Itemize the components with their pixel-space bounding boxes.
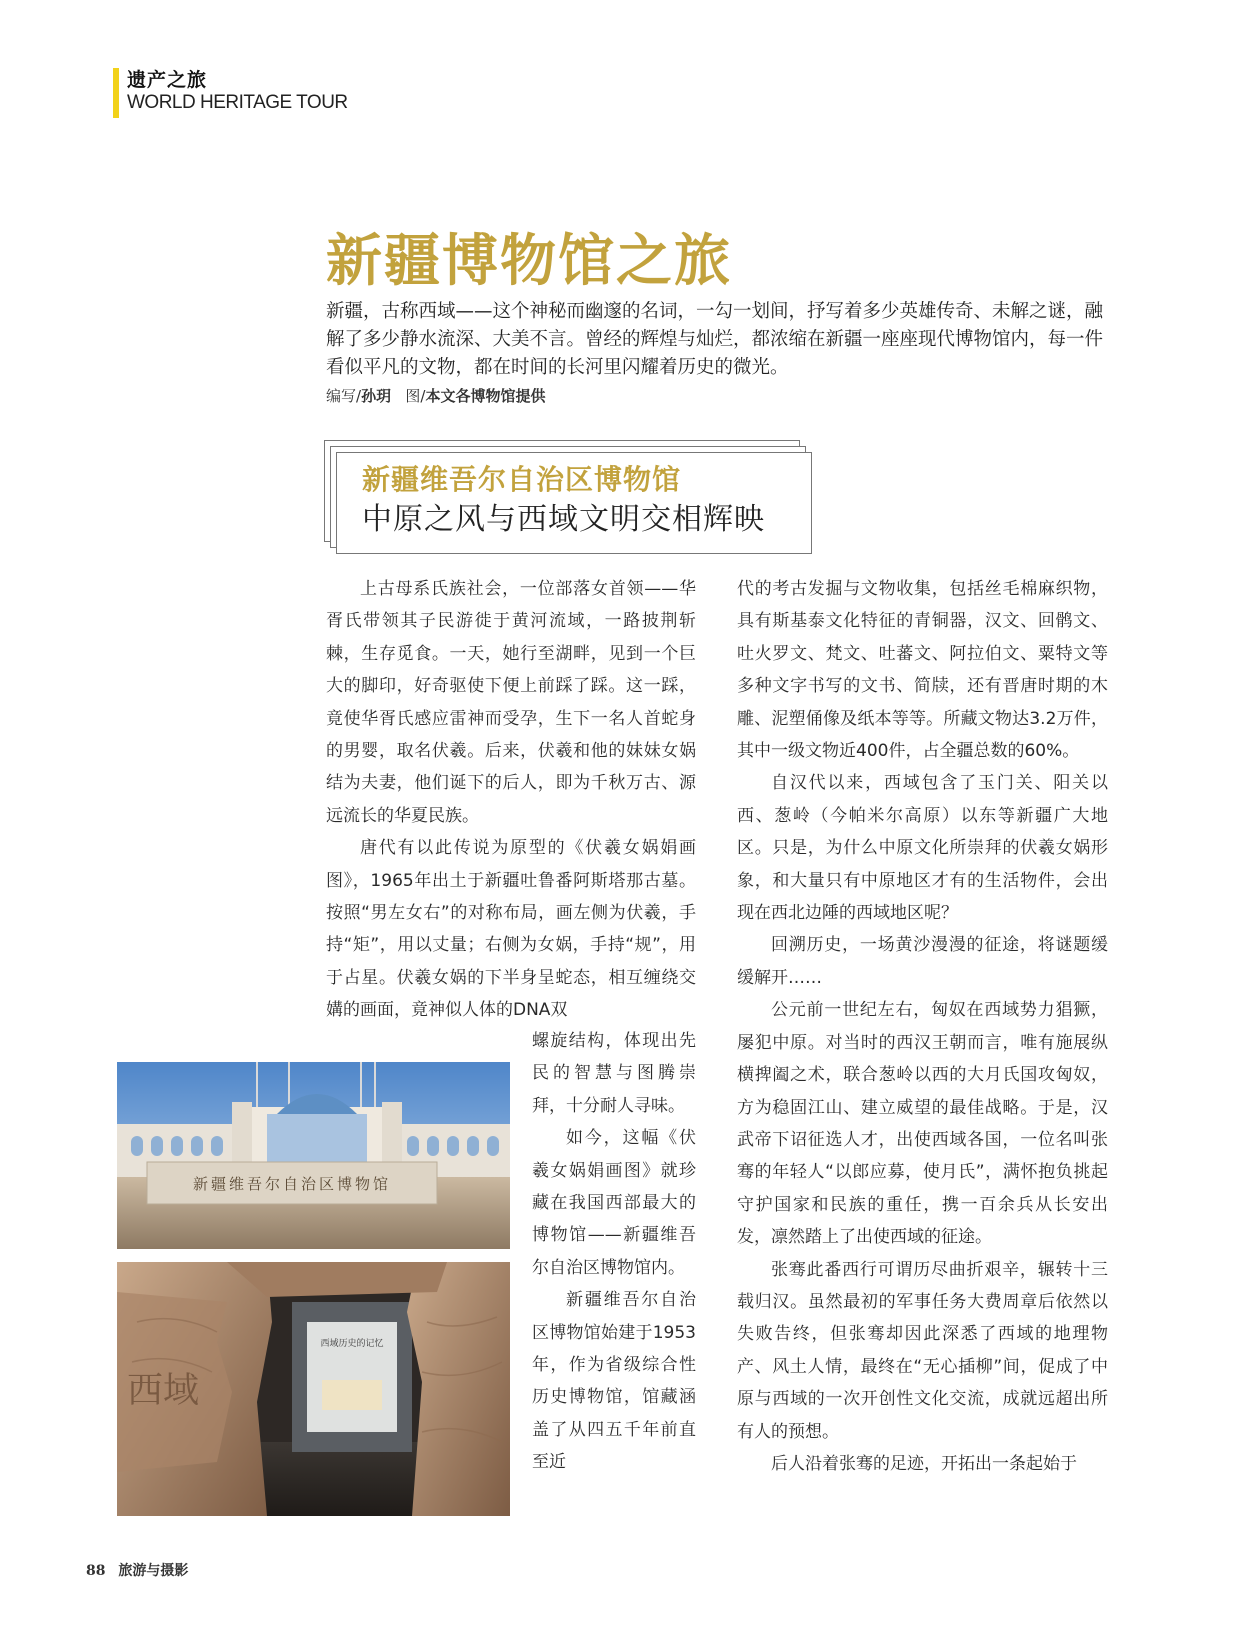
article-credit [326,385,545,407]
paragraph: 螺旋结构，体现出先民的智慧与图腾崇拜，十分耐人寻味。 [532,1031,696,1116]
museum-exterior-illustration [117,1062,510,1249]
paragraph: 如今，这幅《伏羲女娲娟画图》就珍藏在我国西部最大的博物馆——新疆维吾尔自治区博物馆内。 [532,1128,696,1278]
section-tag [113,68,348,118]
paragraph: 代的考古发掘与文物收集，包括丝毛棉麻织物，具有斯基泰文化特征的青铜器，汉文、回鹘文、吐火罗文、梵文、吐蕃文、阿拉伯文、粟特文等多种文字书写的文书、简牍，还有晋唐时期的木雕、泥塑俑像及纸本等等。所藏文物达3.2万件，其中一级文物近400件，占全疆总数的60%。 [737,579,1108,762]
body-column-left-bottom [532,1025,696,1479]
subheading-box [336,452,812,554]
paragraph: 公元前一世纪左右，匈奴在西域势力猖獗，屡犯中原。对当时的西汉王朝而言，唯有施展纵横捭阖之术，联合葱岭以西的大月氏国攻匈奴，方为稳固江山、建立威望的最佳战略。于是，汉武帝下诏征选人才，出使西域各国，一位名叫张骞的年轻人“以郎应募，使月氏”，满怀抱负挑起守护国家和民族的重任，携一百余兵从长安出发，凛然踏上了出使西域的征途。 [737,1000,1108,1248]
section-title-cn: 遗产之旅 [127,69,208,91]
paragraph: 张骞此番西行可谓历尽曲折艰辛，辗转十三载归汉。虽然最初的军事任务大费周章后依然以失败告终，但张骞却因此深悉了西域的地理物产、风土人情，最终在“无心插柳”间，促成了中原与西域的一次开创性文化交流，成就远超出所有人的预想。 [737,1259,1108,1442]
article-title: 新疆博物馆之旅 [326,228,732,294]
paragraph: 自汉代以来，西域包含了玉门关、阳关以西、葱岭（今帕米尔高原）以东等新疆广大地区。只是，为什么中原文化所崇拜的伏羲女娲形象，和大量只有中原地区才有的生活物件，会出现在西北边陲的西域地区呢？ [737,773,1108,924]
exhibit-sign-text: 西域历史的记忆 [320,1339,384,1349]
body-column-right [737,573,1108,1480]
paragraph: 后人沿着张骞的足迹，开拓出一条起始于 [771,1453,1077,1474]
credit-author-label: 编写/ [326,387,362,405]
paragraph: 上古母系氏族社会，一位部落女首领——华胥氏带领其子民游徙于黄河流域，一路披荆斩棘，生存觅食。一天，她行至湖畔，见到一个巨大的脚印，好奇驱使下便上前踩了踩。这一踩，竟使华胥氏感应雷神而受孕，生下一名人首蛇身的男婴，取名伏羲。后来，伏羲和他的妹妹女娲结为夫妻，他们诞下的后人，即为千秋万古、源远流长的华夏民族。 [326,579,696,826]
svg-text:西域: 西域 [127,1370,200,1411]
page-footer [86,1560,188,1580]
paragraph: 回溯历史，一场黄沙漫漫的征途，将谜题缓缓解开…… [737,935,1108,988]
subheading-tagline: 中原之风与西域文明交相辉映 [362,502,765,537]
section-title-en: WORLD HERITAGE TOUR [127,92,348,113]
paragraph: 新疆维吾尔自治区博物馆始建于1953年，作为省级综合性历史博物馆，馆藏涵盖了从四五千年前直至近 [532,1290,696,1473]
body-column-left-top [326,573,696,1027]
credit-photo: 本文各博物馆提供 [425,387,546,405]
exhibition-hall-photo [117,1262,510,1516]
museum-sign-text: 新疆维吾尔自治区博物馆 [192,1175,392,1193]
exhibition-hall-illustration [117,1262,510,1516]
article-intro: 新疆，古称西域——这个神秘而幽邃的名词，一勾一划间，抒写着多少英雄传奇、未解之谜，融解了多少静水流深、大美不言。曾经的辉煌与灿烂，都浓缩在新疆一座座现代博物馆内，每一件看似平凡的文物，都在时间的长河里闪耀着历史的微光。 [326,301,1104,378]
paragraph: 唐代有以此传说为原型的《伏羲女娲娟画图》，1965年出土于新疆吐鲁番阿斯塔那古墓。按照“男左女右”的对称布局，画左侧为伏羲，手持“矩”，用以丈量；右侧为女娲，手持“规”，用于占星。伏羲女娲的下半身呈蛇态，相互缠绕交媾的画面，竟神似人体的DNA双 [326,838,696,1021]
credit-author: 孙玥 [361,387,392,405]
credit-photo-label: 图/ [405,387,426,405]
page-number: 88 [86,1563,106,1579]
museum-exterior-photo [117,1062,510,1249]
magazine-name: 旅游与摄影 [118,1563,189,1579]
subheading-museum-name: 新疆维吾尔自治区博物馆 [362,463,682,496]
